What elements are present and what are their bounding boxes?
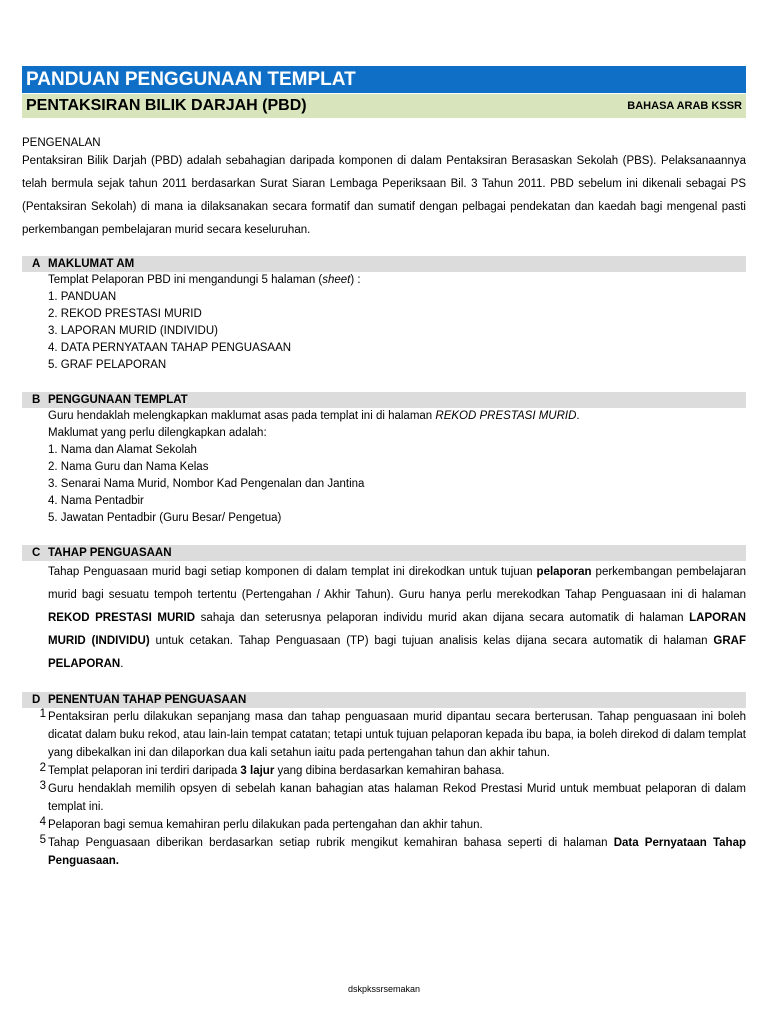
list-item: 5. Jawatan Pentadbir (Guru Besar/ Pengetua)	[48, 512, 282, 524]
item-number: 4	[39, 816, 46, 828]
section-c-text-1: Tahap Penguasaan murid bagi setiap komponen di dalam templat ini direkodkan untuk tujuan	[48, 566, 537, 578]
section-a-lead	[48, 272, 746, 289]
item-text	[48, 708, 746, 762]
list-item: 5. GRAF PELAPORAN	[48, 359, 167, 371]
section-c-text-2: perkembangan pembelajaran murid bagi sesuatu tempoh tertentu (Pertengahan / Akhir Tahun). Guru hanya perlu merekodkan Tahap Penguasaan ini di halaman	[48, 566, 747, 601]
section-b-lead2: Maklumat yang perlu dilengkapkan adalah:	[48, 427, 267, 439]
section-a	[22, 256, 746, 374]
page-footer: dskpkssrsemakan	[347, 984, 421, 994]
list-item	[22, 780, 746, 816]
section-c	[22, 545, 746, 676]
section-a-letter: A	[32, 258, 41, 270]
item-text-end: yang dibina berdasarkan kemahiran bahasa.	[274, 765, 505, 777]
section-a-lead-text: Templat Pelaporan PBD ini mengandungi 5 halaman (	[48, 274, 323, 286]
document-page	[22, 66, 746, 870]
list-item: 4. DATA PERNYATAAN TAHAP PENGUASAAN	[48, 342, 292, 354]
section-d-letter: D	[32, 694, 41, 706]
section-c-body	[22, 561, 746, 676]
item-text-body: Pentaksiran perlu dilakukan sepanjang masa dan tahap penguasaan murid dipantau secara berterusan. Tahap penguasaan ini boleh dicatat dalam buku rekod, atau lain-lain tempat catatan; tetapi untuk tujuan pelaporan kepada ibu bapa, ia boleh direkod di dalam templat yang dibekalkan ini dan dilaporkan dua kali setahun iaitu pada pertengahan tahun dan akhir tahun.	[48, 711, 746, 759]
item-number: 3	[39, 780, 46, 792]
section-b-lead	[48, 408, 746, 425]
list-item: 2. REKOD PRESTASI MURID	[48, 308, 202, 320]
item-text-body: Guru hendaklah memilih opsyen di sebelah kanan bahagian atas halaman Rekod Prestasi Murid untuk membuat pelaporan di dalam templat ini.	[48, 783, 746, 813]
section-c-bold-3: LAPORAN MURID (INDIVIDU)	[48, 612, 746, 647]
subtitle-bar	[22, 94, 746, 118]
intro-body: Pentaksiran Bilik Darjah (PBD) adalah sebahagian daripada komponen di dalam Pentaksiran Berasaskan Sekolah (PBS). Pelaksanaannya telah bermula sejak tahun 2011 berdasarkan Surat Siaran Lembaga Peperiksaan Bil. 3 Tahun 2011. PBD sebelum ini dikenali sebagai PS (Pentaksiran Sekolah) di mana ia dilaksanakan secara formatif dan sumatif dengan pelbagai pendekatan dan kaedah bagi mengenal pasti perkembangan pembelajaran murid secara keseluruhan.	[22, 155, 746, 236]
section-a-lead-end: ) :	[350, 274, 361, 286]
section-d-header	[22, 692, 746, 708]
section-c-paragraph	[48, 561, 746, 676]
section-b-lead-end: .	[576, 410, 580, 422]
section-c-letter: C	[32, 547, 41, 559]
list-item	[22, 708, 746, 762]
section-d-title: PENENTUAN TAHAP PENGUASAAN	[48, 694, 247, 706]
item-text-body: Templat pelaporan ini terdiri daripada	[48, 765, 241, 777]
document-subtitle: PENTAKSIRAN BILIK DARJAH (PBD)	[26, 97, 307, 114]
section-a-header	[22, 256, 746, 272]
item-text-body: Tahap Penguasaan diberikan berdasarkan setiap rubrik mengikut kemahiran bahasa seperti di halaman	[48, 837, 614, 849]
section-c-bold-4: GRAF PELAPORAN	[48, 635, 746, 670]
section-c-bold-1: pelaporan	[536, 566, 592, 578]
item-text	[48, 834, 746, 870]
list-item: 3. Senarai Nama Murid, Nombor Kad Pengenalan dan Jantina	[48, 478, 365, 490]
list-item: 1. Nama dan Alamat Sekolah	[48, 444, 197, 456]
list-item	[22, 762, 746, 780]
section-b-title: PENGGUNAAN TEMPLAT	[48, 394, 188, 406]
item-number: 5	[39, 834, 46, 846]
list-item: 4. Nama Pentadbir	[48, 495, 144, 507]
section-c-text-3: sahaja dan seterusnya pelaporan individu murid akan dijana secara automatik di halaman	[195, 612, 690, 624]
section-a-title: MAKLUMAT AM	[48, 258, 135, 270]
section-b	[22, 392, 746, 527]
section-b-body	[22, 408, 746, 527]
section-c-title: TAHAP PENGUASAAN	[48, 547, 172, 559]
item-number: 2	[39, 762, 46, 774]
section-c-bold-2: REKOD PRESTASI MURID	[48, 612, 196, 624]
list-item: 1. PANDUAN	[48, 291, 117, 303]
item-text-bold: 3 lajur	[240, 765, 275, 777]
section-b-lead-text: Guru hendaklah melengkapkan maklumat asas pada templat ini di halaman	[48, 410, 436, 422]
item-text-body: Pelaporan bagi semua kemahiran perlu dilakukan pada pertengahan dan akhir tahun.	[48, 819, 483, 831]
list-item	[22, 816, 746, 834]
item-text	[48, 816, 746, 834]
section-c-text-5: .	[120, 658, 124, 670]
subject-label: BAHASA ARAB KSSR	[627, 100, 742, 112]
list-item: 2. Nama Guru dan Nama Kelas	[48, 461, 209, 473]
section-a-body	[22, 272, 746, 374]
item-number: 1	[39, 708, 46, 720]
section-c-text-4: untuk cetakan. Tahap Penguasaan (TP) bagi tujuan analisis kelas dijana secara automatik di halaman	[149, 635, 714, 647]
intro-section	[22, 136, 746, 242]
section-d	[22, 692, 746, 870]
section-b-header	[22, 392, 746, 408]
list-item	[22, 834, 746, 870]
document-title: PANDUAN PENGGUNAAN TEMPLAT	[22, 66, 746, 93]
section-b-letter: B	[32, 394, 41, 406]
section-b-lead-em: REKOD PRESTASI MURID	[435, 410, 577, 422]
intro-heading: PENGENALAN	[22, 137, 101, 149]
section-a-lead-em: sheet	[322, 274, 351, 286]
item-text-bold: Data Pernyataan Tahap Penguasaan.	[48, 837, 746, 867]
item-text	[48, 780, 746, 816]
section-c-header	[22, 545, 746, 561]
list-item: 3. LAPORAN MURID (INDIVIDU)	[48, 325, 218, 337]
item-text	[48, 762, 746, 780]
